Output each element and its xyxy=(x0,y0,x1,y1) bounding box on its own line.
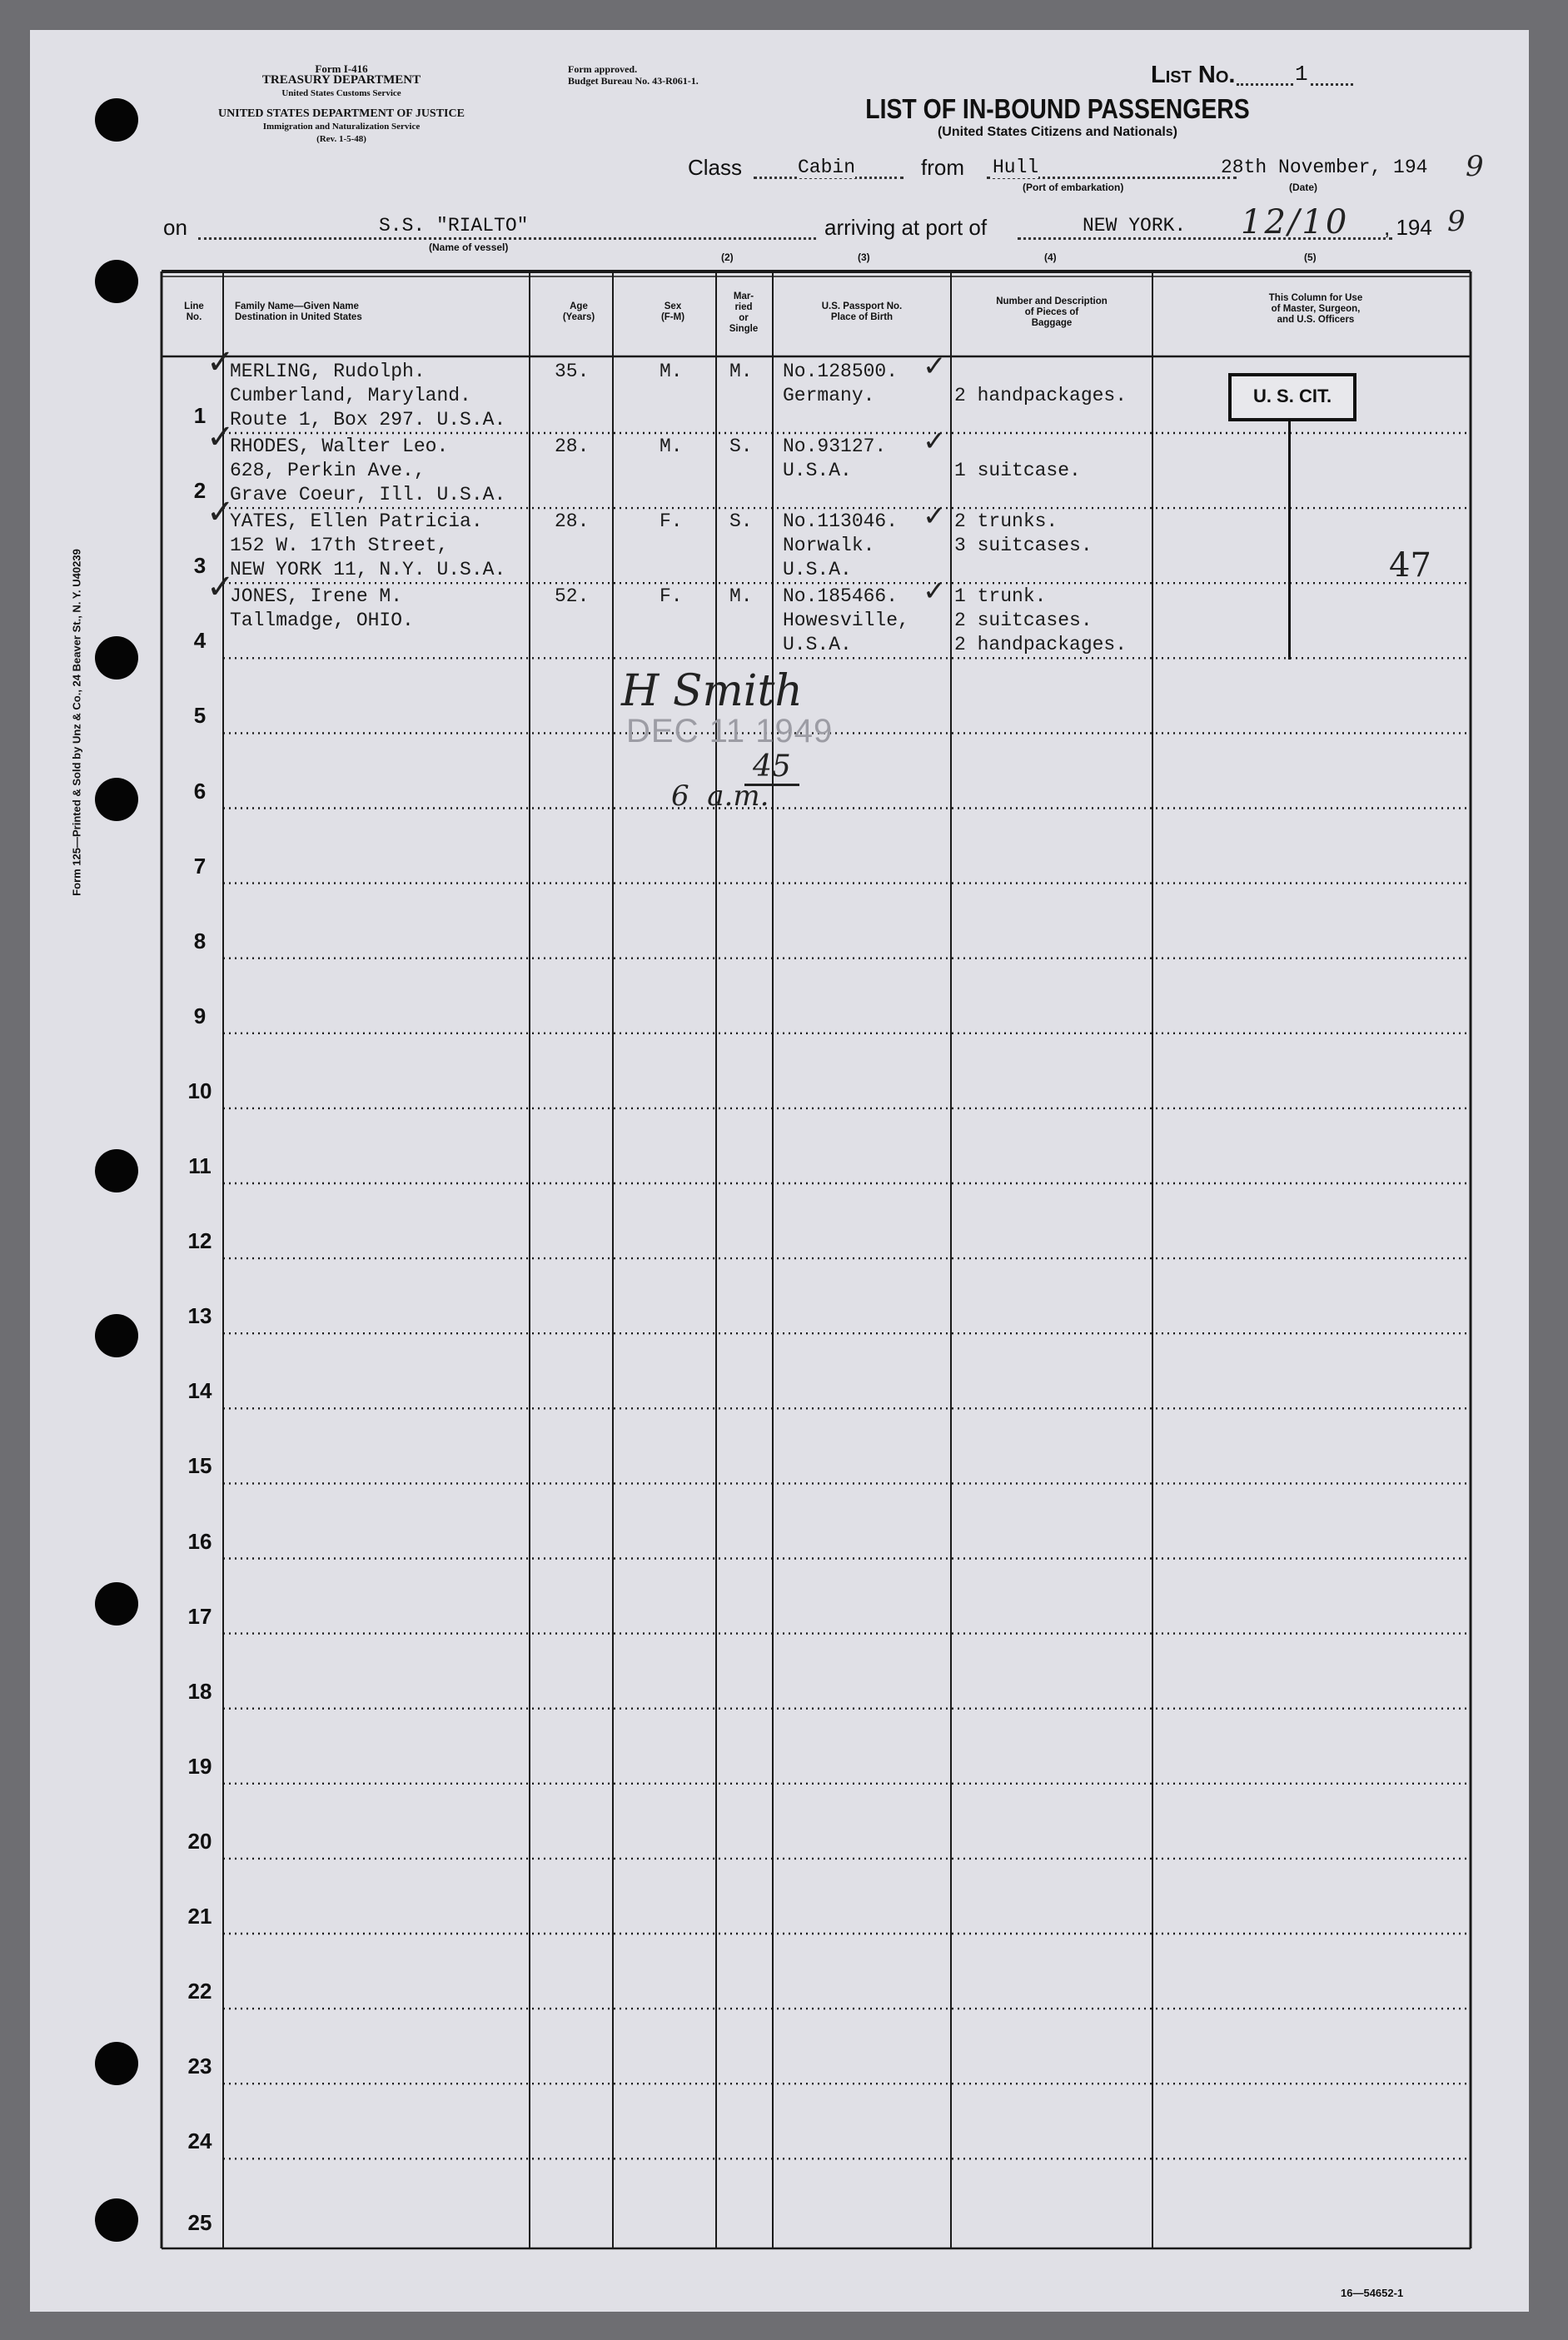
line-number: 1 xyxy=(193,403,207,428)
line-number: 17 xyxy=(187,1603,212,1629)
line-number: 9 xyxy=(193,1003,207,1028)
passport-and-birthplace: No.113046. xyxy=(783,510,898,532)
line-number: 24 xyxy=(187,2128,212,2154)
passenger-count-handwritten: 47 xyxy=(1389,546,1431,585)
baggage-description: 2 handpackages. xyxy=(954,385,1127,406)
line-number: 8 xyxy=(193,928,207,953)
form-number: Form I-416 xyxy=(315,62,368,75)
passenger-age: 28. xyxy=(555,510,590,532)
date-received-stamp: DEC 11 1949 xyxy=(626,713,834,749)
us-citizen-stamp: U. S. CIT. xyxy=(1228,373,1356,421)
baggage-description: 2 trunks. xyxy=(954,510,1058,532)
check-mark: ✓ xyxy=(923,500,947,533)
header-baggage: Number and Description of Pieces of Baggage xyxy=(996,296,1108,328)
passenger-name-destination: 152 W. 17th Street, xyxy=(230,535,449,556)
department-of-justice: UNITED STATES DEPARTMENT OF JUSTICE xyxy=(218,107,465,120)
embark-caption: (Port of embarkation) xyxy=(1023,182,1124,193)
passport-and-birthplace: Germany. xyxy=(783,385,875,406)
passenger-name-destination: MERLING, Rudolph. xyxy=(230,361,426,382)
vessel-name: S.S. "RIALTO" xyxy=(379,215,529,236)
treasury-department: TREASURY DEPARTMENT xyxy=(261,73,421,87)
passenger-name-destination: RHODES, Walter Leo. xyxy=(230,436,449,457)
passenger-marital-status: S. xyxy=(729,436,753,457)
line-number: 6 xyxy=(193,778,207,804)
passport-and-birthplace: U.S.A. xyxy=(783,460,852,481)
vessel-caption: (Name of vessel) xyxy=(429,241,509,253)
passport-and-birthplace: U.S.A. xyxy=(783,634,852,655)
line-number: 23 xyxy=(187,2054,212,2079)
passenger-name-destination: YATES, Ellen Patricia. xyxy=(230,510,483,532)
passenger-marital-status: M. xyxy=(729,585,753,607)
header-line-no: Line No. xyxy=(184,301,204,322)
line-number: 7 xyxy=(193,853,207,879)
date-year-handwritten: 9 xyxy=(1466,150,1484,183)
line-number: 14 xyxy=(187,1378,212,1404)
revision: (Rev. 1-5-48) xyxy=(316,134,366,144)
footer-code: 16—54652-1 xyxy=(1341,2287,1404,2299)
check-mark: ✓ xyxy=(923,575,947,608)
passport-and-birthplace: U.S.A. xyxy=(783,559,852,580)
baggage-description: 2 suitcases. xyxy=(954,610,1093,631)
printer-note: Form 125—Printed & Sold by Unz & Co., 24 Beaver St., N. Y. U40239 xyxy=(70,549,83,896)
line-number: 4 xyxy=(193,628,207,654)
header-married: Mar- ried or Single xyxy=(729,291,759,334)
line-number: 16 xyxy=(187,1528,212,1554)
list-no-value: 1 xyxy=(1295,62,1308,87)
passenger-name-destination: Route 1, Box 297. U.S.A. xyxy=(230,409,506,431)
time-note-numerator: 45 xyxy=(744,749,799,786)
check-mark: ✓ xyxy=(923,425,947,458)
line-number: 25 xyxy=(187,2210,212,2235)
line-number: 15 xyxy=(187,1453,212,1479)
line-number: 2 xyxy=(193,478,207,504)
line-number: 19 xyxy=(187,1753,212,1779)
passenger-name-destination: JONES, Irene M. xyxy=(230,585,403,607)
passenger-sex: F. xyxy=(660,510,683,532)
from-label: from xyxy=(921,155,964,180)
passenger-name-destination: NEW YORK 11, N.Y. U.S.A. xyxy=(230,559,506,580)
passport-and-birthplace: No.185466. xyxy=(783,585,898,607)
column-number: (3) xyxy=(858,251,870,263)
line-number: 3 xyxy=(193,553,207,579)
budget-bureau: Budget Bureau No. 43-R061-1. xyxy=(568,75,699,87)
arrival-year-handwritten: 9 xyxy=(1447,205,1466,238)
column-number: (4) xyxy=(1044,251,1057,263)
line-number: 22 xyxy=(187,1979,212,2004)
check-mark: ✓ xyxy=(207,568,235,606)
class-label: Class xyxy=(688,155,743,180)
passenger-age: 52. xyxy=(555,585,590,607)
passenger-name-destination: 628, Perkin Ave., xyxy=(230,460,426,481)
time-note: 6 a.m. xyxy=(671,779,769,813)
passport-and-birthplace: No.93127. xyxy=(783,436,887,457)
header-sex: Sex (F-M) xyxy=(660,301,685,322)
check-mark: ✓ xyxy=(207,418,235,456)
line-number: 12 xyxy=(187,1228,212,1254)
passenger-name-destination: Tallmadge, OHIO. xyxy=(230,610,414,631)
passenger-sex: F. xyxy=(660,585,683,607)
stamp-bracket-line xyxy=(1288,418,1291,660)
list-no-label: List No. xyxy=(1151,62,1236,88)
column-number: (5) xyxy=(1304,251,1317,263)
line-number: 20 xyxy=(187,1828,212,1854)
passenger-age: 28. xyxy=(555,436,590,457)
date-value: 28th November, 194 xyxy=(1221,157,1428,178)
passport-and-birthplace: Norwalk. xyxy=(783,535,875,556)
form-approved: Form approved. xyxy=(568,63,638,75)
from-value: Hull xyxy=(993,157,1039,178)
line-number: 5 xyxy=(193,703,207,729)
check-mark: ✓ xyxy=(207,493,235,531)
customs-service: United States Customs Service xyxy=(281,88,401,98)
line-number: 11 xyxy=(188,1153,212,1178)
passenger-sex: M. xyxy=(660,361,683,382)
page-title: LIST OF IN-BOUND PASSENGERS xyxy=(865,93,1250,124)
header-passport: U.S. Passport No. Place of Birth xyxy=(821,301,903,322)
line-number: 21 xyxy=(187,1904,212,1929)
baggage-description: 1 trunk. xyxy=(954,585,1047,607)
page-subtitle: (United States Citizens and Nationals) xyxy=(937,125,1178,139)
arriving-label: arriving at port of xyxy=(824,215,988,240)
header-officers: This Column for Use of Master, Surgeon, and U.S. Officers xyxy=(1268,293,1363,325)
baggage-description: 2 handpackages. xyxy=(954,634,1127,655)
check-mark: ✓ xyxy=(923,350,947,383)
check-mark: ✓ xyxy=(207,343,235,381)
ins-name: Immigration and Naturalization Service xyxy=(262,122,421,132)
passport-and-birthplace: Howesville, xyxy=(783,610,909,631)
baggage-description: 3 suitcases. xyxy=(954,535,1093,556)
column-number: (2) xyxy=(721,251,734,263)
line-number: 10 xyxy=(187,1078,212,1103)
passenger-name-destination: Grave Coeur, Ill. U.S.A. xyxy=(230,484,506,505)
officer-signature: H Smith xyxy=(621,666,803,716)
passenger-sex: M. xyxy=(660,436,683,457)
header-name: Family Name—Given Name Destination in United States xyxy=(235,301,362,322)
arrival-port: NEW YORK. xyxy=(1083,215,1187,236)
passenger-name-destination: Cumberland, Maryland. xyxy=(230,385,471,406)
passenger-age: 35. xyxy=(555,361,590,382)
header-age: Age (Years) xyxy=(562,301,595,322)
date-caption: (Date) xyxy=(1289,182,1318,193)
passenger-marital-status: M. xyxy=(729,361,753,382)
passenger-marital-status: S. xyxy=(729,510,753,532)
baggage-description: 1 suitcase. xyxy=(954,460,1081,481)
arrival-year: , 194 xyxy=(1384,215,1432,240)
line-number: 13 xyxy=(187,1303,212,1329)
on-label: on xyxy=(163,215,187,240)
class-value: Cabin xyxy=(798,157,856,178)
arrival-date-handwritten: 12/10 xyxy=(1241,203,1350,241)
passport-and-birthplace: No.128500. xyxy=(783,361,898,382)
line-number: 18 xyxy=(187,1678,212,1704)
